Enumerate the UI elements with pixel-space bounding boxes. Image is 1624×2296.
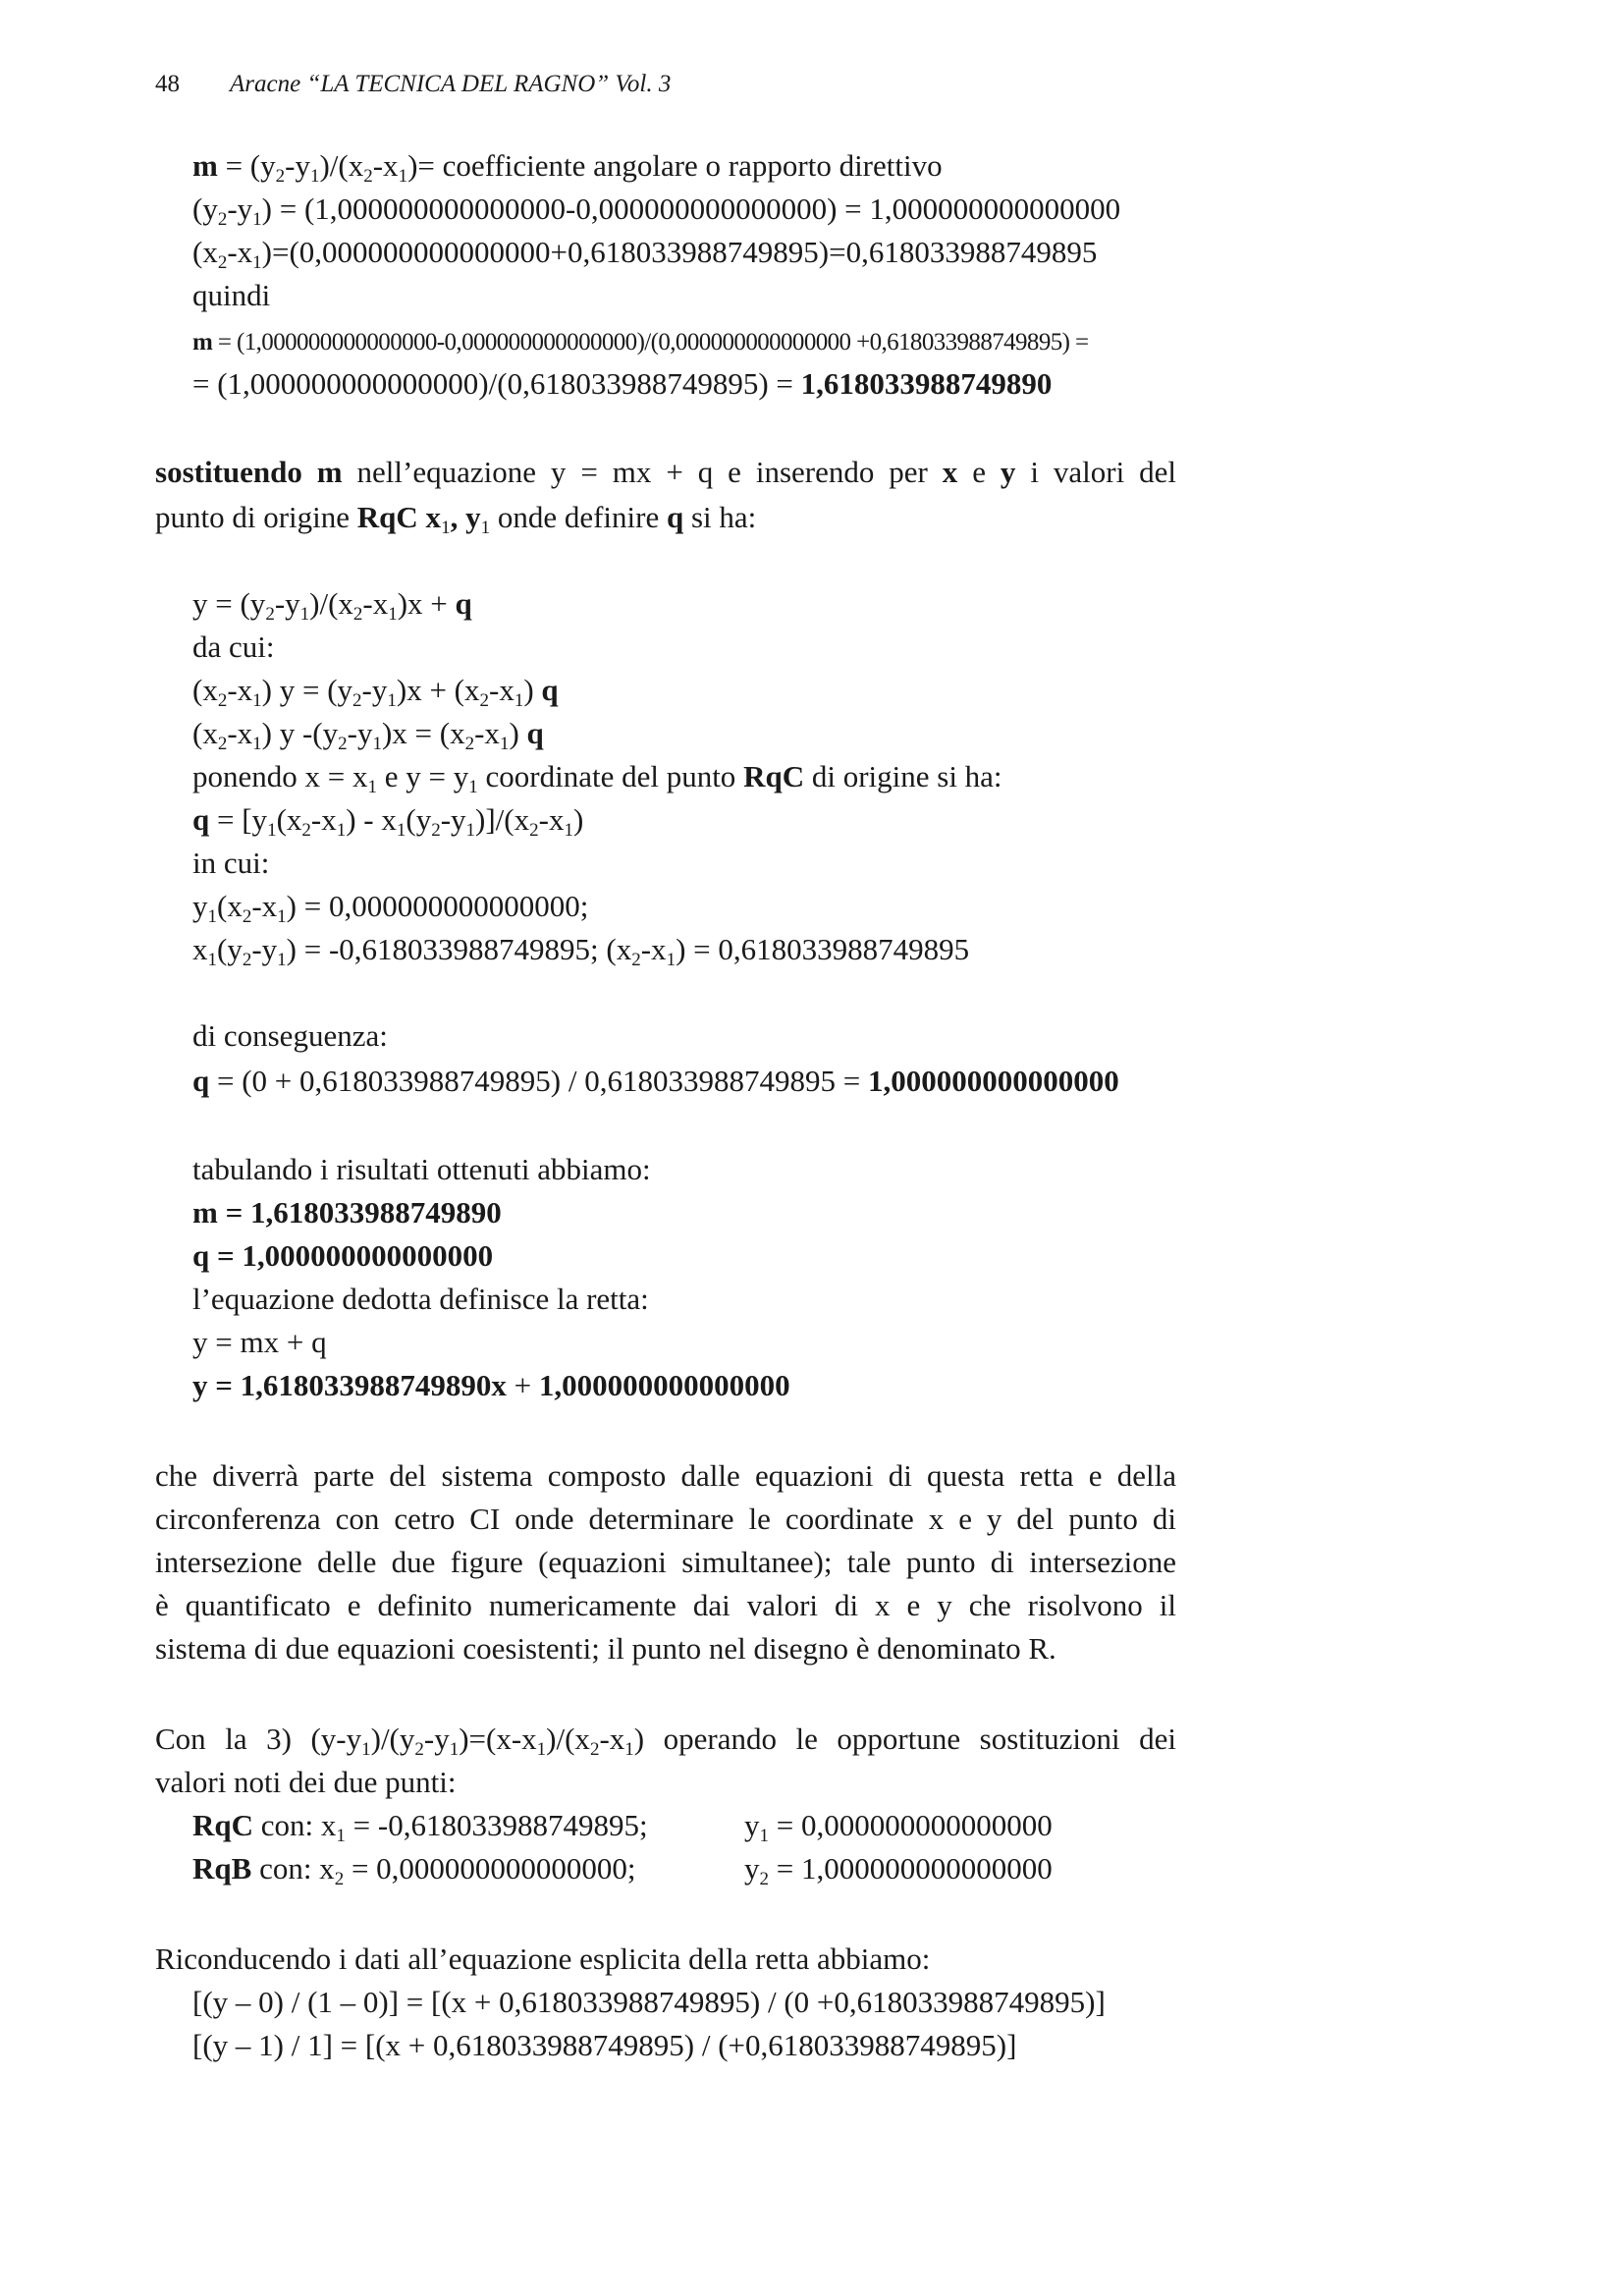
line-final-equation: y = 1,618033988749890x + 1,000000000000000 xyxy=(192,1368,790,1402)
riconducendo-line: Riconducendo i dati all’equazione esplicita della retta abbiamo: xyxy=(155,1941,931,1976)
q-formula: $q = [y_1(x_2-x_1) - x_1(y_2-y_1)]/(x_2-x_1)$ xyxy=(192,802,584,841)
page-header xyxy=(155,71,671,98)
ponendo-line: ponendo $x = x_1$ e $y = y_1$ coordinate del punto RqC di origine si ha: xyxy=(192,759,1002,797)
delta-x-line: $(x_2-x_1)=(0,000000000000000+0,618033988749895)=0,618033988749895$ xyxy=(192,235,1098,273)
line-general-equation: y = mx + q xyxy=(192,1325,327,1359)
slope-result: = (1,000000000000000)/(0,618033988749895) = 1,618033988749890 xyxy=(192,366,1053,401)
equation-line-2: $(x_2-x_1) y = (y_2-y_1)x + (x_2-x_1)$ q xyxy=(192,673,559,711)
page-number: 48 xyxy=(155,71,180,97)
q-result: q = (0 + 0,618033988749895) / 0,618033988749895 = 1,000000000000000 xyxy=(192,1064,1119,1098)
slope-definition: $m = (y_2-y_1)/(x_2-x_1)=$ coefficiente angolare o rapporto direttivo xyxy=(192,148,943,187)
point-rqb-line: RqB con: $x_2 = 0,000000000000000$; $y_2 = 1,000000000000000$ xyxy=(192,1851,1053,1889)
slope-calculation: m = (1,000000000000000-0,000000000000000)/(0,000000000000000 +0,618033988749895) = xyxy=(192,329,1089,355)
value-line-1: $y_1(x_2-x_1) = 0,000000000000000$; xyxy=(192,889,589,927)
substitution-line-2: punto di origine RqC $x_1$, $y_1$ onde definire q si ha: xyxy=(155,500,757,538)
point-rqc-line: RqC con: $x_1 = -0,618033988749895$; $y_1 = 0,000000000000000$ xyxy=(192,1808,1053,1846)
substitution-line-1: sostituendo m nell’equazione y = mx + q e inserendo per x e y i valori del xyxy=(155,455,1176,489)
q-final: q = 1,000000000000000 xyxy=(192,1238,494,1273)
da-cui-line: da cui: xyxy=(192,629,275,664)
paragraph-line-4: è quantificato e definito numericamente dai valori di x e y che risolvono il xyxy=(155,1588,1176,1622)
quindi-line: quindi xyxy=(192,278,271,312)
in-cui-line: in cui: xyxy=(192,846,270,880)
value-line-2: $x_1(y_2-y_1) = -0,618033988749895$; $(x_2-x_1) = 0,618033988749895$ xyxy=(192,932,970,970)
equation-line-3: $(x_2-x_1)$ y $-(y_2-y_1)x = (x_2-x_1)$ q xyxy=(192,716,544,754)
con-la-line: Con la 3) $(y-y_1)/(y_2-y_1)=(x-x_1)/(x_2-x_1)$ operando le opportune sostituzioni dei xyxy=(155,1722,1176,1760)
valori-noti-line: valori noti dei due punti: xyxy=(155,1765,457,1799)
paragraph-line-3: intersezione delle due figure (equazioni simultanee); tale punto di intersezione xyxy=(155,1545,1176,1579)
paragraph-line-1: che diverrà parte del sistema composto dalle equazioni di questa retta e della xyxy=(155,1458,1176,1493)
explicit-equation-1: [(y – 0) / (1 – 0)] = [(x + 0,618033988749895) / (0 +0,618033988749895)] xyxy=(192,1985,1106,2019)
running-title: Aracne “LA TECNICA DEL RAGNO” Vol. 3 xyxy=(230,71,672,97)
paragraph-line-2: circonferenza con cetro CI onde determinare le coordinate x e y del punto di xyxy=(155,1502,1176,1536)
tabulando-line: tabulando i risultati ottenuti abbiamo: xyxy=(192,1152,651,1186)
equation-deduced-line: l’equazione dedotta definisce la retta: xyxy=(192,1282,649,1316)
delta-y-line: $(y_2-y_1) = (1,000000000000000-0,000000000000000) = 1,000000000000000$ xyxy=(192,191,1121,230)
equation-line-1: $y = (y_2-y_1)/(x_2-x_1)x + q$ xyxy=(192,586,472,625)
explicit-equation-2: [(y – 1) / 1] = [(x + 0,618033988749895) / (+0,618033988749895)] xyxy=(192,2028,1017,2062)
paragraph-line-5: sistema di due equazioni coesistenti; il punto nel disegno è denominato R. xyxy=(155,1631,1056,1666)
m-final: m = 1,618033988749890 xyxy=(192,1195,502,1230)
di-conseguenza-line: di conseguenza: xyxy=(192,1018,388,1053)
